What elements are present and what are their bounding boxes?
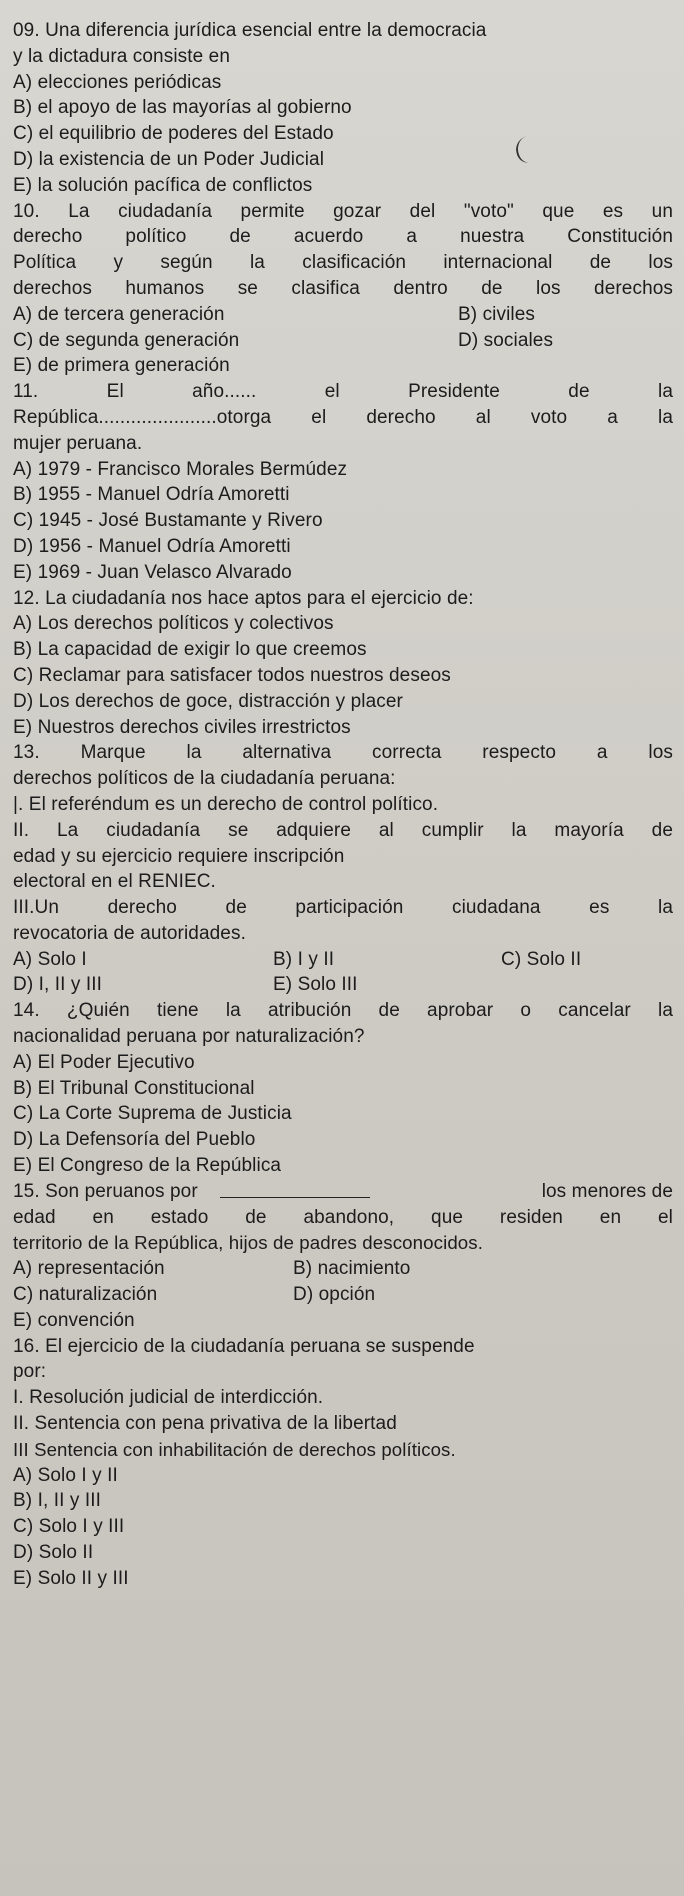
option-e: E) la solución pacífica de conflictos (13, 174, 313, 196)
question-stem-line: 11. El año...... el Presidente de la (13, 381, 673, 403)
option-row (13, 1256, 673, 1282)
question-stem-line (13, 1179, 673, 1205)
option-d: D) 1956 - Manuel Odría Amoretti (13, 535, 291, 557)
question-stem-line: 14. ¿Quién tiene la atribución de aprobar o cancelar la (13, 1000, 673, 1022)
option-a: A) de tercera generación (13, 303, 225, 325)
option-e: E) de primera generación (13, 355, 230, 377)
question-11 (13, 379, 673, 585)
option-a: A) elecciones periódicas (13, 71, 222, 93)
option-row (13, 947, 673, 973)
question-stem-line: 16. El ejercicio de la ciudadanía peruana se suspende (13, 1335, 475, 1357)
question-9 (13, 18, 673, 199)
question-stem-line: derechos humanos se clasifica dentro de los derechos (13, 277, 673, 299)
statement-2-cont: edad y su ejercicio requiere inscripción (13, 845, 345, 867)
question-stem-line: 12. La ciudadanía nos hace aptos para el ejercicio de: (13, 587, 474, 609)
question-stem-line: República......................otorga el derecho al voto a la (13, 406, 673, 428)
question-15 (13, 1179, 673, 1334)
option-c: C) el equilibrio de poderes del Estado (13, 123, 334, 145)
option-b: B) civiles (458, 303, 536, 325)
option-c: C) Solo I y III (13, 1516, 125, 1538)
stem-start: 15. Son peruanos por (13, 1180, 198, 1202)
option-a: A) 1979 - Francisco Morales Bermúdez (13, 458, 348, 480)
question-list (13, 18, 673, 1592)
option-a: A) Los derechos políticos y colectivos (13, 613, 334, 635)
option-c: C) La Corte Suprema de Justicia (13, 1103, 292, 1125)
question-10 (13, 199, 673, 380)
option-row (13, 302, 673, 328)
option-b: B) La capacidad de exigir lo que creemos (13, 639, 367, 661)
question-12 (13, 586, 673, 741)
question-stem-line: edad en estado de abandono, que residen en el (13, 1206, 673, 1228)
statement-2: II. La ciudadanía se adquiere al cumplir la mayoría de (13, 819, 673, 841)
question-stem-line: 09. Una diferencia jurídica esencial entre la democracia (13, 20, 487, 41)
question-16 (13, 1334, 673, 1592)
option-d: D) la existencia de un Poder Judicial (13, 148, 325, 170)
statement-3-cont: revocatoria de autoridades. (13, 922, 246, 944)
option-row (13, 328, 673, 354)
option-a: A) Solo I y II (13, 1464, 118, 1486)
question-stem-line: 13. Marque la alternativa correcta respecto a los (13, 742, 673, 764)
option-c: C) naturalización (13, 1284, 158, 1306)
option-d: D) opción (293, 1284, 376, 1306)
option-d: D) I, II y III (13, 974, 103, 996)
statement-2: II. Sentencia con pena privativa de la libertad (13, 1413, 397, 1435)
option-e: E) Solo II y III (13, 1567, 129, 1589)
option-d: D) Solo II (13, 1542, 94, 1564)
option-b: B) El Tribunal Constitucional (13, 1077, 255, 1099)
option-c: C) Reclamar para satisfacer todos nuestros deseos (13, 664, 451, 686)
option-d: D) La Defensoría del Pueblo (13, 1129, 256, 1151)
question-stem-line: derechos políticos de la ciudadanía peruana: (13, 768, 396, 790)
answer-blank (220, 1179, 370, 1198)
option-b: B) 1955 - Manuel Odría Amoretti (13, 484, 290, 506)
option-e: E) El Congreso de la República (13, 1155, 282, 1177)
option-a: A) Solo I (13, 948, 87, 970)
option-e: E) convención (13, 1309, 135, 1331)
statement-1: I. Resolución judicial de interdicción. (13, 1387, 324, 1409)
question-13 (13, 740, 673, 998)
option-b: B) nacimiento (293, 1258, 411, 1280)
question-stem-line: territorio de la República, hijos de padres desconocidos. (13, 1232, 484, 1254)
option-e: E) Nuestros derechos civiles irrestrictos (13, 716, 351, 738)
stem-end: los menores de (541, 1180, 673, 1202)
statement-3: III Sentencia con inhabilitación de derechos políticos. (13, 1438, 456, 1460)
option-c: C) de segunda generación (13, 329, 240, 351)
option-c: C) Solo II (501, 948, 582, 970)
statement-1: |. El referéndum es un derecho de control político. (13, 793, 439, 815)
statement-3: III.Un derecho de participación ciudadana es la (13, 897, 673, 919)
option-e: E) 1969 - Juan Velasco Alvarado (13, 561, 292, 583)
option-b: B) el apoyo de las mayorías al gobierno (13, 97, 352, 119)
question-stem-line: nacionalidad peruana por naturalización? (13, 1026, 365, 1048)
option-a: A) El Poder Ejecutivo (13, 1051, 195, 1073)
question-stem-line: mujer peruana. (13, 432, 143, 454)
option-row (13, 1282, 673, 1308)
option-e: E) Solo III (273, 974, 358, 996)
option-a: A) representación (13, 1258, 165, 1280)
statement-2-cont: electoral en el RENIEC. (13, 871, 216, 893)
question-stem-line: Política y según la clasificación internacional de los (13, 252, 673, 274)
option-b: B) I, II y III (13, 1490, 101, 1512)
question-14 (13, 998, 673, 1179)
question-stem-line: por: (13, 1361, 47, 1383)
question-stem-line: 10. La ciudadanía permite gozar del "voto" que es un (13, 200, 673, 222)
option-c: C) 1945 - José Bustamante y Rivero (13, 510, 323, 532)
option-b: B) I y II (273, 948, 335, 970)
option-d: D) Los derechos de goce, distracción y placer (13, 690, 403, 712)
question-stem-line: derecho político de acuerdo a nuestra Constitución (13, 226, 673, 248)
option-d: D) sociales (458, 329, 554, 351)
option-row (13, 972, 673, 998)
question-stem-line: y la dictadura consiste en (13, 45, 230, 67)
